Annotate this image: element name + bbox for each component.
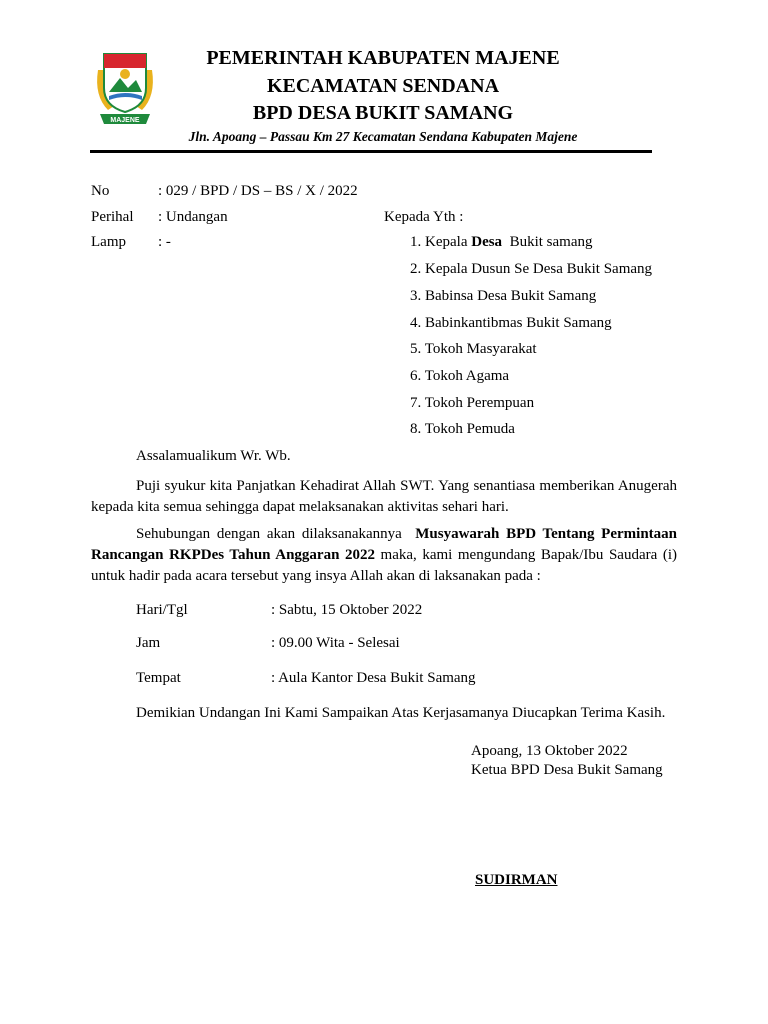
kop-title-1: PEMERINTAH KABUPATEN MAJENE <box>206 47 560 69</box>
signature-place-date: Apoang, 13 Oktober 2022 <box>471 743 628 759</box>
perihal-label: Perihal <box>91 209 134 225</box>
recipient-item: 8. Tokoh Pemuda <box>410 421 515 437</box>
signature-name: SUDIRMAN <box>475 872 558 888</box>
lamp-value: : - <box>158 234 171 250</box>
signature-title: Ketua BPD Desa Bukit Samang <box>471 762 663 778</box>
perihal-value: : Undangan <box>158 209 228 225</box>
jam-label: Jam <box>136 635 161 651</box>
paragraph-1: Puji syukur kita Panjatkan Kehadirat Allah SWT. Yang senantiasa memberikan Anugerah kepada kita semua sehingga dapat melaksanakan aktivitas sehari hari. <box>91 478 677 515</box>
recipient-item: 4. Babinkantibmas Bukit Samang <box>410 315 612 331</box>
hari-label: Hari/Tgl <box>136 602 188 618</box>
no-value: : 029 / BPD / DS – BS / X / 2022 <box>158 183 358 199</box>
kop-address: Jln. Apoang – Passau Km 27 Kecamatan Sendana Kabupaten Majene <box>188 129 578 144</box>
kop-title-2: KECAMATAN SENDANA <box>266 75 500 97</box>
recipient-item: 5. Tokoh Masyarakat <box>410 341 537 357</box>
kop-title-3: BPD DESA BUKIT SAMANG <box>252 102 514 124</box>
tempat-label: Tempat <box>136 670 181 686</box>
kepada-label: Kepada Yth : <box>384 209 464 225</box>
hari-value: : Sabtu, 15 Oktober 2022 <box>271 602 423 618</box>
recipient-item: 1. Kepala Desa Bukit samang <box>410 234 593 250</box>
recipient-item: 7. Tokoh Perempuan <box>410 395 535 411</box>
majene-logo <box>92 48 158 128</box>
closing-text: Demikian Undangan Ini Kami Sampaikan Atas Kerjasamanya Diucapkan Terima Kasih. <box>136 705 666 721</box>
recipient-item: 3. Babinsa Desa Bukit Samang <box>410 288 597 304</box>
recipient-item: 2. Kepala Dusun Se Desa Bukit Samang <box>410 261 653 277</box>
lamp-label: Lamp <box>91 234 126 250</box>
paragraph-2: Sehubungan dengan akan dilaksanakannya Musyawarah BPD Tentang Permintaan Rancangan RKPDes Tahun Anggaran 2022 maka, kami mengundang Bapak/Ibu Saudara (i) untuk hadir pada acara tersebut yang insya Allah akan di laksanakan pada : <box>91 526 678 584</box>
tempat-value: : Aula Kantor Desa Bukit Samang <box>271 670 476 686</box>
kop-divider <box>90 150 652 153</box>
recipient-item: 6. Tokoh Agama <box>410 368 510 384</box>
greeting: Assalamualikum Wr. Wb. <box>136 448 291 464</box>
logo-text: MAJENE <box>110 117 140 124</box>
no-label: No <box>91 183 110 199</box>
jam-value: : 09.00 Wita - Selesai <box>271 635 400 651</box>
